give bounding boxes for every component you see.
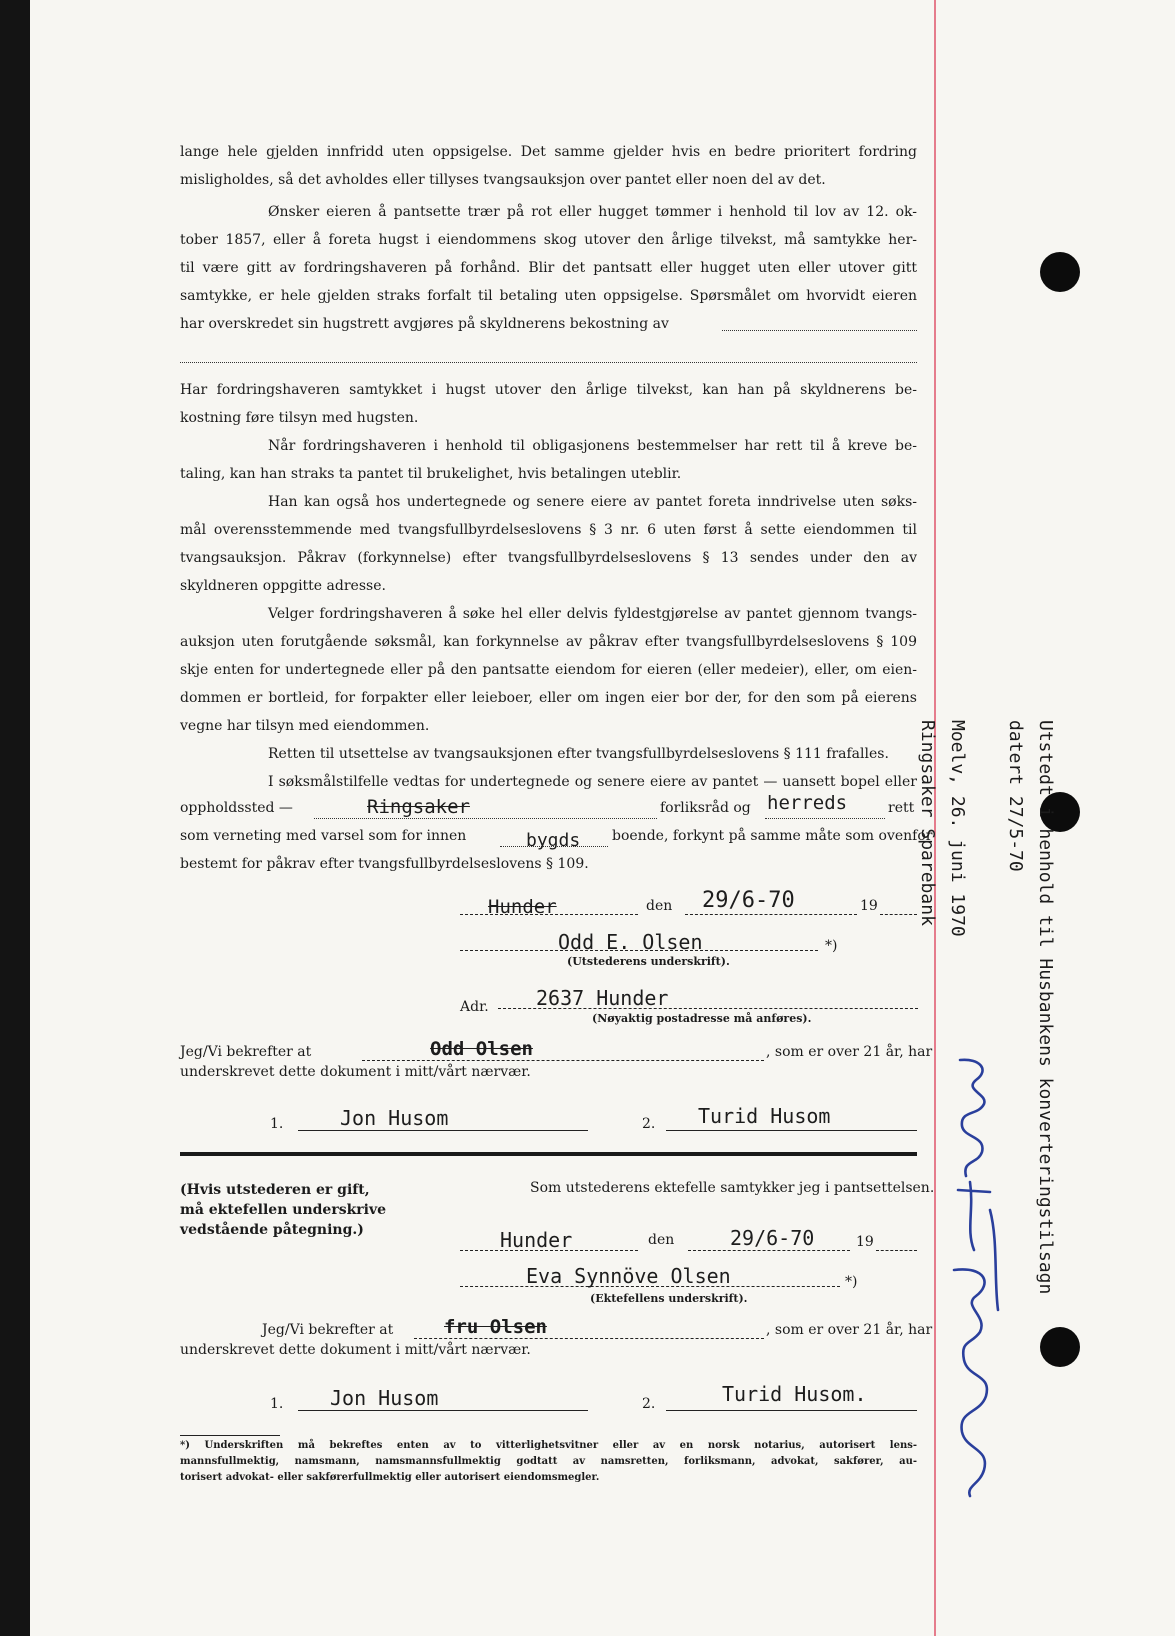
dotted-fill-line [180, 362, 917, 363]
witness-2-signature[interactable]: Turid Husom [698, 1104, 831, 1128]
rett-label: rett [888, 800, 915, 816]
boende-label: boende, forkynt på samme måte som ovenfor [612, 828, 933, 844]
place-value[interactable]: Hunder [500, 1228, 573, 1252]
confirm-line2: underskrevet dette dokument i mitt/vårt nærvær. [180, 1064, 531, 1080]
body-line: tober 1857, eller å foreta hugst i eiendommens skog utover den årlige tilvekst, må samtykke her- [180, 232, 917, 248]
confirm-name-value[interactable]: fru Olsen [444, 1316, 547, 1338]
body-line: bestemt for påkrav efter tvangsfullbyrdelseslovens § 109. [180, 856, 589, 872]
address-value[interactable]: 2637 Hunder [536, 986, 669, 1010]
body-line: skje enten for undertegnede eller på den pantsatte eiendom for eieren (eller medeier), eller, om eien- [180, 662, 917, 678]
confirm-tail: , som er over 21 år, har [766, 1044, 933, 1060]
den-label: den [648, 1232, 675, 1248]
body-line: Han kan også hos undertegnede og senere eiere av pantet foreta inndrivelse uten søks- [268, 494, 917, 510]
stamp-line: datert 27/5-70 [1005, 720, 1026, 872]
body-line: lange hele gjelden innfridd uten oppsigelse. Det samme gjelder hvis en bedre prioritert fordring [180, 144, 917, 160]
confirm-name-line [414, 1338, 764, 1339]
witness-3-signature[interactable]: Jon Husom [330, 1386, 439, 1410]
footnote-line: torisert advokat- eller sakførerfullmektig eller autorisert eiendomsmegler. [180, 1472, 600, 1483]
body-line: Retten til utsettelse av tvangsauksjonen efter tvangsfullbyrdelseslovens § 111 frafalles. [268, 746, 889, 762]
confirm-name-value[interactable]: Odd Olsen [430, 1038, 533, 1060]
witness-line [298, 1410, 588, 1411]
footnote-star: *) [845, 1274, 858, 1290]
address-caption: (Nøyaktig postadresse må anføres). [592, 1012, 812, 1025]
spouse-note: (Hvis utstederen er gift, må ektefellen underskrive vedstående påtegning.) [180, 1182, 387, 1238]
witness-line [298, 1130, 588, 1131]
witness-1-signature[interactable]: Jon Husom [340, 1106, 449, 1130]
confirm-label: Jeg/Vi bekrefter at [262, 1322, 394, 1338]
body-line: mål overensstemmende med tvangsfullbyrdelseslovens § 3 nr. 6 uten først å sette eiendommen til [180, 522, 917, 538]
stamp-line: Ringsaker Sparebank [917, 720, 938, 926]
body-line: Har fordringshaveren samtykket i hugst utover den årlige tilvekst, kan han på skyldnerens be- [180, 382, 917, 398]
witness-number: 1. [270, 1396, 284, 1412]
forliksrad-field-line [314, 818, 657, 819]
forliksrad-label: forliksråd og [660, 800, 751, 816]
body-line: samtykke, er hele gjelden straks forfalt til betaling uten oppsigelse. Spørsmålet om hvorvidt eieren [180, 288, 917, 304]
witness-line [666, 1410, 917, 1411]
date-value[interactable]: 29/6-70 [730, 1226, 815, 1250]
spouse-signature[interactable]: Eva Synnöve Olsen [526, 1264, 731, 1288]
rett-value[interactable]: herreds [767, 792, 848, 814]
venue-label: oppholdssted — [180, 800, 293, 816]
body-line: Når fordringshaveren i henhold til obligasjonens bestemmelser har rett til å kreve be- [268, 438, 917, 454]
den-label: den [646, 898, 673, 914]
body-line: taling, kan han straks ta pantet til brukelighet, hvis betalingen uteblir. [180, 466, 682, 482]
footnote-rule [180, 1435, 280, 1436]
year-prefix: 19 [860, 898, 878, 914]
body-line: I søksmålstilfelle vedtas for undertegnede og senere eiere av pantet — uansett bopel eller [268, 774, 917, 790]
witness-line [666, 1130, 917, 1131]
confirm-tail: , som er over 21 år, har [766, 1322, 933, 1338]
punch-hole [1040, 252, 1080, 292]
body-line: tvangsauksjon. Påkrav (forkynnelse) efter tvangsfullbyrdelseslovens § 13 sendes under den av [180, 550, 917, 566]
stamp-line: Utstedt i henhold til Husbankens konverteringstilsagn [1035, 720, 1056, 1295]
spouse-signature-caption: (Ektefellens underskrift). [590, 1292, 748, 1305]
place-value[interactable]: Hunder [488, 896, 557, 918]
section-divider [180, 1152, 917, 1156]
body-line: skyldneren oppgitte adresse. [180, 578, 386, 594]
year-prefix: 19 [856, 1234, 874, 1250]
confirm-line2: underskrevet dette dokument i mitt/vårt nærvær. [180, 1342, 531, 1358]
date-value[interactable]: 29/6-70 [702, 888, 795, 913]
date-field-line [688, 1250, 850, 1251]
witness-number: 2. [642, 1396, 656, 1412]
body-line: Velger fordringshaveren å søke hel eller delvis fyldestgjørelse av pantet gjennom tvangs- [268, 606, 917, 622]
confirm-name-line [362, 1060, 764, 1061]
witness-number: 1. [270, 1116, 284, 1132]
issuer-signature-caption: (Utstederens underskrift). [567, 955, 730, 968]
date-field-line [685, 914, 857, 915]
verneting-label: som verneting med varsel som for innen [180, 828, 467, 844]
year-field-line [876, 1250, 917, 1251]
body-line: dommen er bortleid, for forpakter eller leieboer, eller om ingen eier bor der, for den som på eierens [180, 690, 917, 706]
witness-4-signature[interactable]: Turid Husom. [722, 1382, 867, 1406]
dotted-fill-line [722, 330, 917, 331]
address-label: Adr. [460, 999, 489, 1015]
innen-value[interactable]: bygds [526, 830, 581, 851]
witness-number: 2. [642, 1116, 656, 1132]
issuer-signature[interactable]: Odd E. Olsen [558, 930, 703, 954]
body-line: har overskredet sin hugstrett avgjøres på skyldnerens bekostning av [180, 316, 669, 332]
spouse-consent-text: Som utstederens ektefelle samtykker jeg i pantsettelsen. [530, 1180, 935, 1196]
body-line: auksjon uten forutgående søksmål, kan forkynnelse av påkrav efter tvangsfullbyrdelseslovens § 109 [180, 634, 917, 650]
punch-hole [1040, 1327, 1080, 1367]
document-page [30, 0, 1175, 1636]
body-line: Ønsker eieren å pantsette trær på rot eller hugget tømmer i henhold til lov av 12. ok- [268, 204, 917, 220]
confirm-label: Jeg/Vi bekrefter at [180, 1044, 312, 1060]
stamp-line: Moelv, 26. juni 1970 [947, 720, 968, 937]
body-line: til være gitt av fordringshaveren på forhånd. Blir det pantsatt eller hugget uten eller utover gitt [180, 260, 917, 276]
body-line: kostning føre tilsyn med hugsten. [180, 410, 419, 426]
forliksrad-value[interactable]: Ringsaker [367, 796, 470, 818]
body-line: misligholdes, så det avholdes eller tillyses tvangsauksjon over pantet eller noen del av det. [180, 172, 826, 188]
bank-officer-signature [940, 1040, 1020, 1500]
footnote-star: *) [825, 938, 838, 954]
rett-field-line [765, 818, 885, 819]
body-line: vegne har tilsyn med eiendommen. [180, 718, 430, 734]
footnote-line: *) Underskriften må bekreftes enten av to vitterlighetsvitner eller av en norsk notarius, autorisert lens- [180, 1440, 917, 1451]
footnote-line: mannsfullmektig, namsmann, namsmannsfullmektig godtatt av namsretten, forliksmann, advokat, sakfører, au- [180, 1456, 917, 1467]
